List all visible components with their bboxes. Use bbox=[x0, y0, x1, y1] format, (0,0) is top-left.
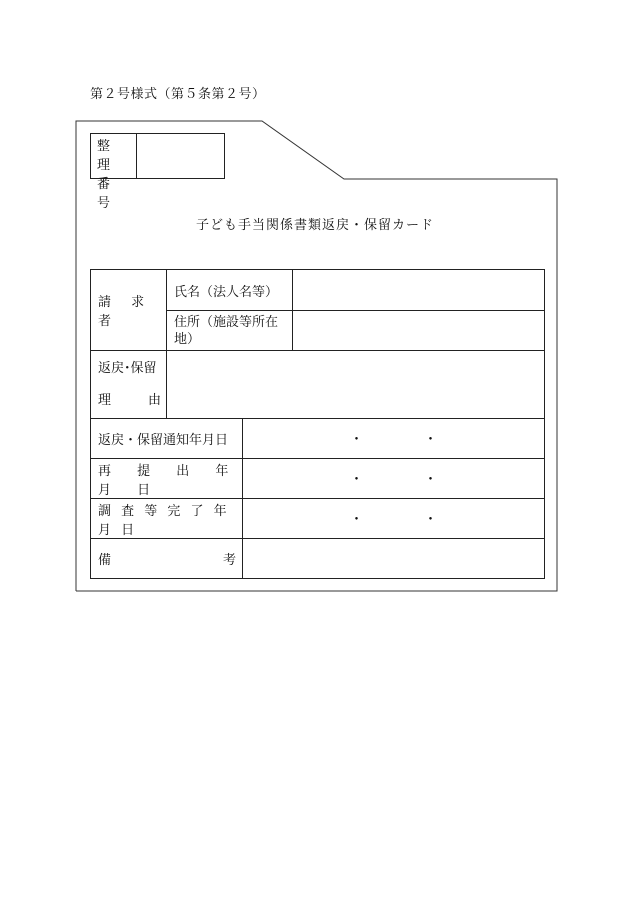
date-separator: ・ bbox=[423, 471, 438, 488]
resubmit-date-label: 再 提 出 年 月 日 bbox=[91, 459, 243, 499]
form-number: 第２号様式（第５条第２号） bbox=[90, 87, 266, 102]
address-label-line1: 住所（施設等所在 bbox=[174, 314, 279, 330]
notice-date-field[interactable] bbox=[243, 419, 545, 459]
claimant-address-field[interactable] bbox=[293, 311, 545, 351]
remarks-label-char2: 考 bbox=[222, 553, 236, 568]
reason-field[interactable] bbox=[167, 351, 545, 419]
complete-date-label: 調 査 等 完 了 年 月 日 bbox=[91, 499, 243, 539]
registration-label-line1: 整 理 bbox=[97, 139, 117, 173]
reason-label bbox=[91, 351, 167, 419]
resubmit-date-field[interactable] bbox=[243, 459, 545, 499]
remarks-label bbox=[91, 539, 243, 579]
remarks-field[interactable] bbox=[243, 539, 545, 579]
notice-date-label: 返戻・保留通知年月日 bbox=[91, 419, 243, 459]
claimant-name-label: 氏名（法人名等） bbox=[167, 270, 293, 311]
return-hold-table bbox=[90, 269, 545, 579]
registration-number-field[interactable] bbox=[137, 134, 224, 178]
date-separator: ・ bbox=[349, 471, 364, 488]
reason-label-char2: 由 bbox=[147, 392, 161, 408]
date-separator: ・ bbox=[423, 431, 438, 448]
date-separator: ・ bbox=[423, 511, 438, 528]
reason-label-char1: 理 bbox=[98, 392, 112, 408]
registration-number-label bbox=[91, 134, 137, 211]
registration-number-box bbox=[90, 133, 225, 211]
date-separator: ・ bbox=[349, 511, 364, 528]
card-title: 子ども手当関係書類返戻・保留カード bbox=[195, 218, 434, 233]
claimant-address-label bbox=[167, 311, 293, 351]
reason-label-line1: 返戻･保留 bbox=[98, 360, 157, 376]
claimant-name-field[interactable] bbox=[293, 270, 545, 311]
registration-label-line2: 番 号 bbox=[97, 177, 117, 211]
address-label-line2: 地） bbox=[174, 331, 201, 347]
remarks-label-char1: 備 bbox=[98, 553, 112, 568]
claimant-label: 請 求 者 bbox=[91, 270, 167, 351]
complete-date-field[interactable] bbox=[243, 499, 545, 539]
date-separator: ・ bbox=[349, 431, 364, 448]
